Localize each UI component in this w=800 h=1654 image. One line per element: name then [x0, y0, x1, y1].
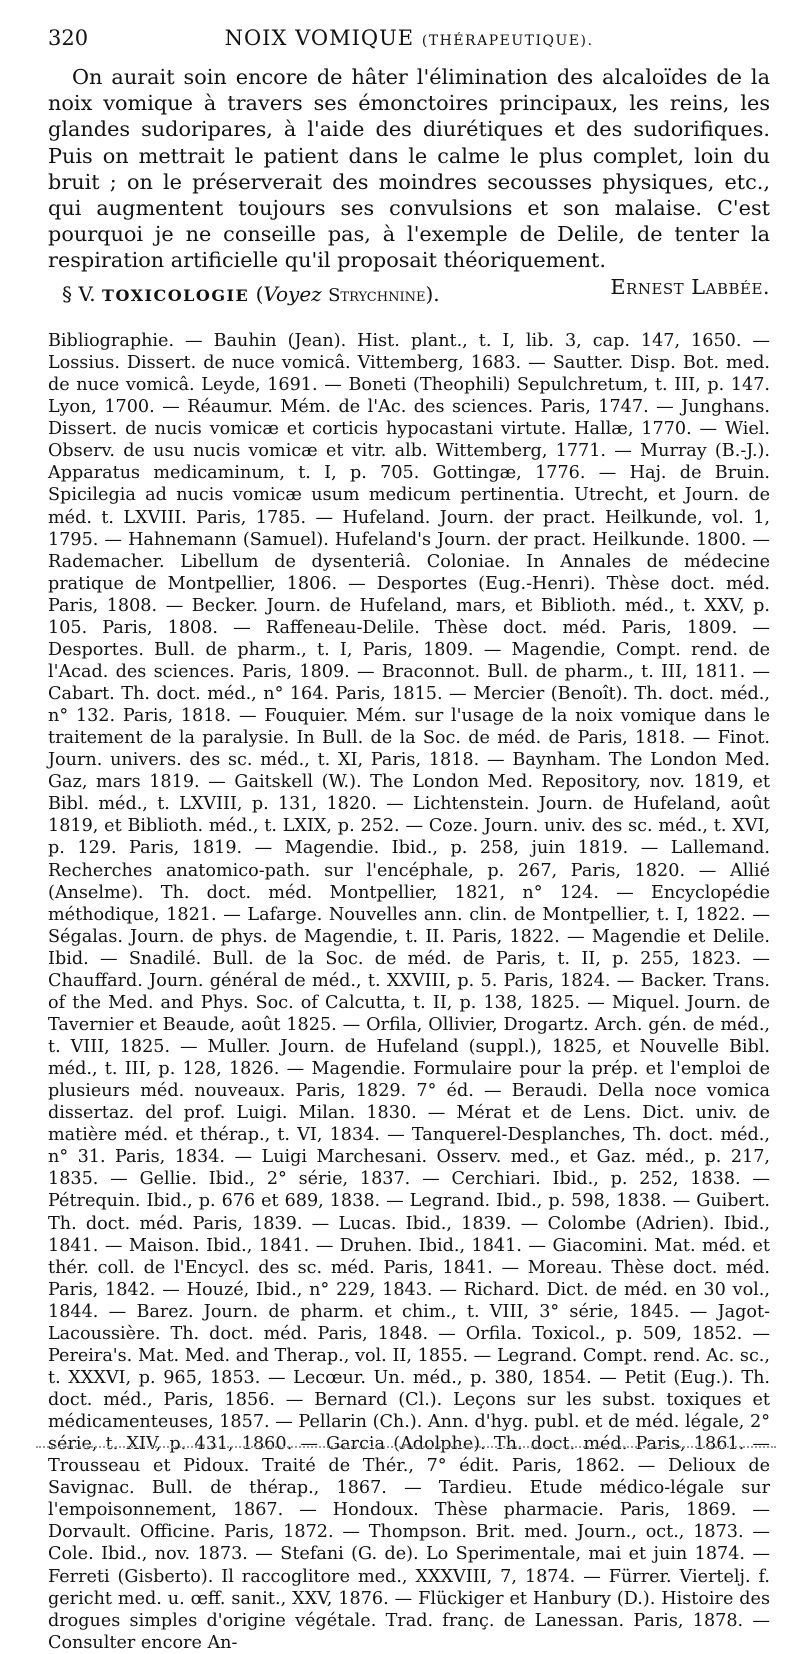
- cross-reference: Strychnine: [328, 285, 426, 306]
- author-signature: Ernest Labbée.: [610, 274, 770, 299]
- page-number: 320: [48, 26, 89, 50]
- close-paren: ).: [425, 282, 440, 306]
- body-text: [48, 64, 770, 300]
- open-paren: (: [255, 282, 264, 306]
- page-header: [48, 26, 770, 52]
- bottom-rule: [36, 1446, 776, 1448]
- running-title-sub: (THÉRAPEUTIQUE).: [421, 33, 594, 49]
- section-number: § V.: [62, 282, 96, 306]
- paragraph-text: On aurait soin encore de hâter l'élimination des alcaloïdes de la noix vomique à travers ses émonctoires principaux, les reins, les glandes sudoripares, à l'aide des diurétiques et des sudorifiques. Puis on mettrait le patient dans le calme le plus complet, loin du bruit ; on le préserverait des moindres secousses physiques, etc., qui augmentent toujours ses convulsions et son malaise. C'est pourquoi je ne conseille pas, à l'exemple de Delile, de tenter la respiration artificielle qu'il proposait théoriquement.: [48, 65, 770, 273]
- running-title-main: NOIX VOMIQUE: [224, 26, 415, 50]
- section-heading: [62, 282, 440, 306]
- bibliography: [48, 330, 770, 1654]
- running-title: [48, 26, 770, 50]
- see-also-label: Voyez: [263, 282, 322, 306]
- bibliography-text: Bibliographie. — Bauhin (Jean). Hist. plant., t. I, lib. 3, cap. 147, 1650. — Lossius. Dissert. de nuce vomicâ. Vittemberg, 1683. — Sautter. Disp. Bot. med. de nuce vomicâ. Leyde, 1691. — Boneti (Theophili) Sepulchretum, t. III, p. 147. Lyon, 1700. — Réaumur. Mém. de l'Ac. des sciences. Paris, 1747. — Junghans. Dissert. de nucis vomicæ et corticis hypocastani virtute. Hallæ, 1770. — Wiel. Observ. de usu nucis vomicæ et vitr. alb. Wittemberg, 1771. — Murray (B.-J.). Apparatus medicaminum, t. I, p. 705. Gottingæ, 1776. — Haj. de Bruin. Spicilegia ad nucis vomicæ usum medicum pertinentia. Utrecht, et Journ. de méd. t. LXVIII. Paris, 1785. — Hufeland. Journ. der pract. Heilkunde, vol. 1, 1795. — Hahnemann (Samuel). Hufeland's Journ. der pract. Heilkunde. 1800. — Rademacher. Libellum de dysenteriâ. Coloniae. In Annales de médecine pratique de Montpellier, 1806. — Desportes (Eug.-Henri). Thèse doct. méd. Paris, 1808. — Becker. Journ. de Hufeland, mars, et Biblioth. méd., t. XXV, p. 105. Paris, 1808. — Raffeneau-Delile. Thèse doct. méd. Paris, 1809. — Desportes. Bull. de pharm., t. I, Paris, 1809. — Magendie, Compt. rend. de l'Acad. des sciences. Paris, 1809. — Braconnot. Bull. de pharm., t. III, 1811. — Cabart. Th. doct. méd., n° 164. Paris, 1815. — Mercier (Benoît). Th. doct. méd., n° 132. Paris, 1818. — Fouquier. Mém. sur l'usage de la noix vomique dans le traitement de la paralysie. In Bull. de la Soc. de méd. de Paris, 1818. — Finot. Journ. univers. des sc. méd., t. XI, Paris, 1818. — Baynham. The London Med. Gaz, mars 1819. — Gaitskell (W.). The London Med. Repository, nov. 1819, et Bibl. méd., t. LXVIII, p. 131, 1820. — Lichtenstein. Journ. de Hufeland, août 1819, et Biblioth. méd., t. LXIX, p. 252. — Coze. Journ. univ. des sc. méd., t. XVI, p. 129. Paris, 1819. — Magendie. Ibid., p. 258, juin 1819. — Lallemand. Recherches anatomico-path. sur l'encéphale, p. 267, Paris, 1820. — Allié (Anselme). Th. doct. méd. Montpellier, 1821, n° 124. — Encyclopédie méthodique, 1821. — Lafarge. Nouvelles ann. clin. de Montpellier, t. I, 1822. — Ségalas. Journ. de phys. de Magendie, t. II. Paris, 1822. — Magendie et Delile. Ibid. — Snadilé. Bull. de la Soc. de méd. de Paris, t. II, p. 255, 1823. — Chauffard. Journ. général de méd., t. XXVIII, p. 5. Paris, 1824. — Backer. Trans. of the Med. and Phys. Soc. of Calcutta, t. II, p. 138, 1825. — Miquel. Journ. de Tavernier et Beaude, août 1825. — Orfila, Ollivier, Drogartz. Arch. gén. de méd., t. VIII, 1825. — Muller. Journ. de Hufeland (suppl.), 1825, et Nouvelle Bibl. méd., t. III, p. 128, 1826. — Magendie. Formulaire pour la prép. et l'emploi de plusieurs méd. nouveaux. Paris, 1829. 7° éd. — Beraudi. Della noce vomica dissertaz. del prof. Luigi. Milan. 1830. — Mérat et de Lens. Dict. univ. de matière méd. et thérap., t. VI, 1834. — Tanquerel-Desplanches, Th. doct. méd., n° 31. Paris, 1834. — Luigi Marchesani. Osserv. med., et Gaz. méd., p. 217, 1835. — Gellie. Ibid., 2° série, 1837. — Cerchiari. Ibid., p. 252, 1838. — Pétrequin. Ibid., p. 676 et 689, 1838. — Legrand. Ibid., p. 598, 1838. — Guibert. Th. doct. méd. Paris, 1839. — Lucas. Ibid., 1839. — Colombe (Adrien). Ibid., 1841. — Maison. Ibid., 1841. — Druhen. Ibid., 1841. — Giacomini. Mat. méd. et thér. coll. de l'Encycl. des sc. méd. Paris, 1841. — Moreau. Thèse doct. méd. Paris, 1842. — Houzé, Ibid., n° 229, 1843. — Richard. Dict. de méd. en 30 vol., 1844. — Barez. Journ. de pharm. et chim., t. VIII, 3° série, 1845. — Jagot-Lacoussière. Th. doct. méd. Paris, 1848. — Orfila. Toxicol., p. 509, 1852. — Pereira's. Mat. Med. and Therap., vol. II, 1855. — Legrand. Compt. rend. Ac. sc., t. XXXVI, p. 965, 1853. — Lecœur. Un. méd., p. 380, 1854. — Petit (Eug.). Th. doct. méd., Paris, 1856. — Bernard (Cl.). Leçons sur les subst. toxiques et médicamenteuses, 1857. — Pellarin (Ch.). Ann. d'hyg. publ. et de méd. légale, 2° série, t. XIV, p. 431, 1860. — Garcia (Adolphe). Th. doct. méd. Paris, 1861. — Trousseau et Pidoux. Traité de Thér., 7° édit. Paris, 1862. — Delioux de Savignac. Bull. de thérap., 1867. — Tardieu. Etude médico-légale sur l'empoisonnement, 1867. — Hondoux. Thèse pharmacie. Paris, 1869. — Dorvault. Officine. Paris, 1872. — Thompson. Brit. med. Journ., oct., 1873. — Cole. Ibid., nov. 1873. — Stefani (G. de). Lo Sperimentale, mai et juin 1874. — Ferreti (Gisberto). Il raccoglitore med., XXXVIII, 7, 1874. — Fürrer. Viertelj. f. gericht med. u. œff. sanit., XXV, 1876. — Flückiger et Hanbury (D.). Histoire des drogues simples d'origine végétale. Trad. franç. de Lanessan. Paris, 1878. — Consulter encore An-: [48, 331, 770, 1653]
- section-title: TOXICOLOGIE: [102, 286, 250, 305]
